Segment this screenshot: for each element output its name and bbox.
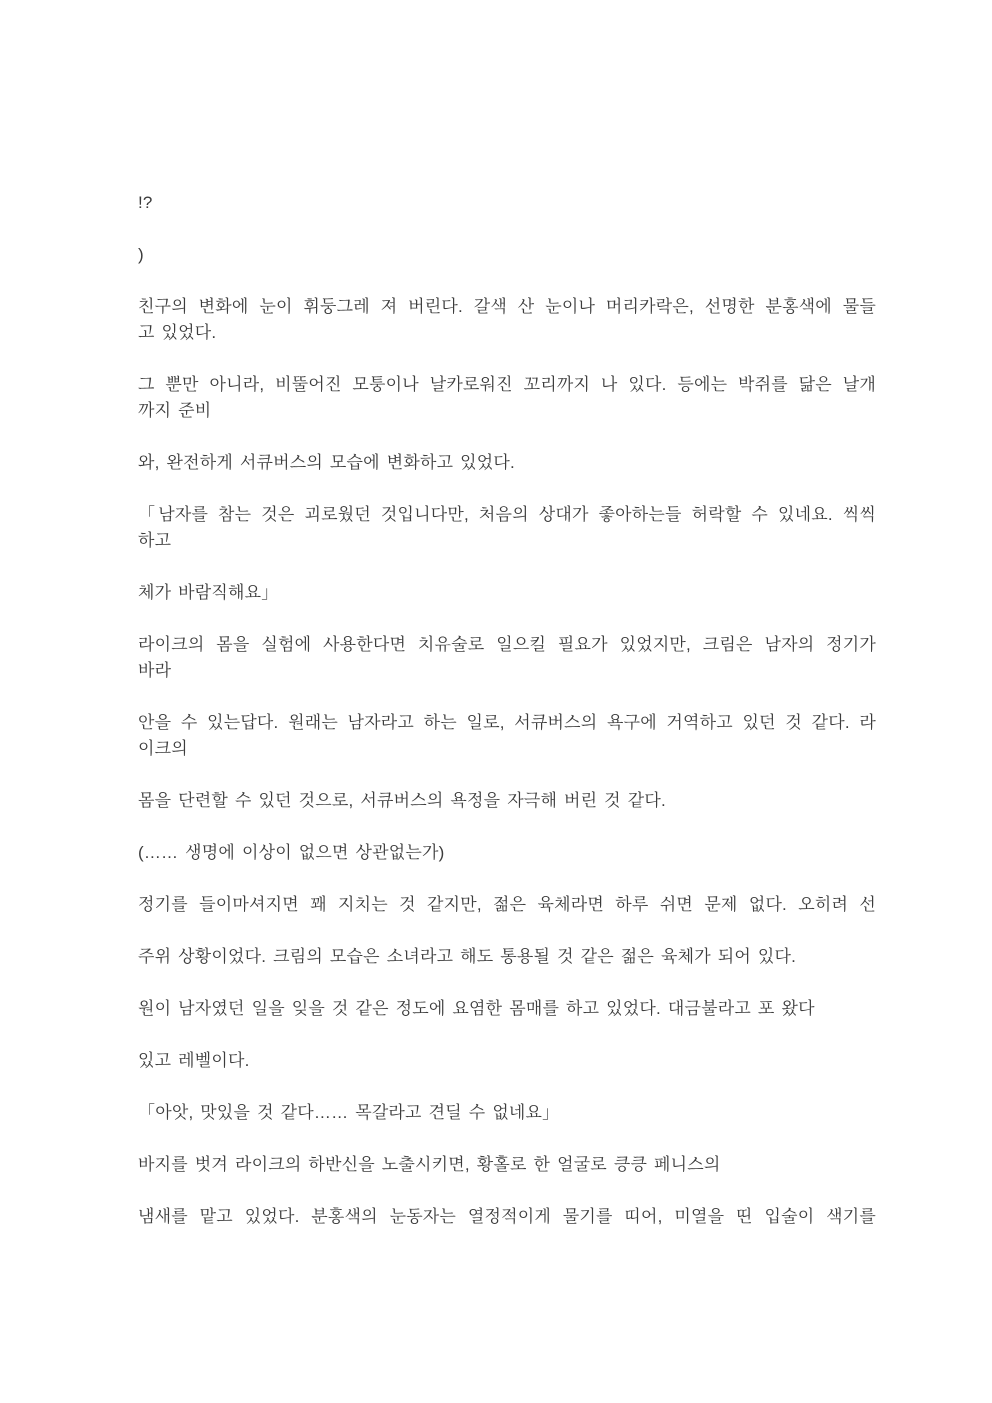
text-line: ) [138,245,144,264]
text-line: 그 뿐만 아니라, 비뚤어진 모퉁이나 날카로워진 꼬리까지 나 있다. 등에는 박쥐를 닮은 날개 [138,375,876,394]
text-line: 「남자를 참는 것은 괴로웠던 것입니다만, 처음의 상대가 좋아하는들 허락할 수 있네요. 씩씩 [138,505,876,524]
paragraph [138,710,876,762]
paragraph [138,944,876,970]
text-line: 바지를 벗겨 라이크의 하반신을 노출시키면, 황홀로 한 얼굴로 킁킁 페니스의 [138,1155,721,1174]
paragraph [138,788,876,814]
paragraph [138,372,876,424]
paragraph [138,294,876,346]
text-line: 체가 바람직해요」 [138,583,279,602]
paragraph [138,1100,876,1126]
text-line: 원이 남자였던 일을 잊을 것 같은 정도에 요염한 몸매를 하고 있었다. 대금불라고 포 왔다 [138,999,815,1018]
text-line: 안을 수 있는답다. 원래는 남자라고 하는 일로, 서큐버스의 욕구에 거역하고 있던 것 같다. 라 [138,713,876,732]
paragraph [138,996,876,1022]
text-body [138,190,876,1230]
text-line: (…… 생명에 이상이 없으면 상관없는가) [138,843,445,862]
paragraph [138,190,876,216]
text-line: 바라 [138,661,172,680]
paragraph [138,840,876,866]
paragraph [138,1048,876,1074]
text-line: 고 있었다. [138,323,217,342]
text-line: 친구의 변화에 눈이 휘둥그레 져 버린다. 갈색 산 눈이나 머리카락은, 선명한 분홍색에 물들 [138,297,876,316]
text-line: 하고 [138,531,172,550]
paragraph [138,1204,876,1230]
paragraph [138,632,876,684]
text-line: 있고 레벨이다. [138,1051,250,1070]
paragraph [138,1152,876,1178]
text-line: 이크의 [138,739,188,758]
text-line: 주위 상황이었다. 크림의 모습은 소녀라고 해도 통용될 것 같은 젊은 육체가 되어 있다. [138,947,797,966]
text-line: 라이크의 몸을 실험에 사용한다면 치유술로 일으킬 필요가 있었지만, 크림은 남자의 정기가 [138,635,876,654]
text-line: 정기를 들이마셔지면 꽤 지치는 것 같지만, 젊은 육체라면 하루 쉬면 문제 없다. 오히려 선 [138,895,876,914]
text-line: 와, 완전하게 서큐버스의 모습에 변화하고 있었다. [138,453,515,472]
paragraph [138,892,876,918]
text-line: 「아앗, 맛있을 것 같다…… 목갈라고 견딜 수 없네요」 [138,1103,560,1122]
text-line: !? [138,193,153,212]
paragraph [138,242,876,268]
paragraph [138,502,876,554]
text-line: 까지 준비 [138,401,212,420]
text-line: 몸을 단련할 수 있던 것으로, 서큐버스의 욕정을 자극해 버린 것 같다. [138,791,666,810]
paragraph [138,580,876,606]
paragraph [138,450,876,476]
text-line: 냄새를 맡고 있었다. 분홍색의 눈동자는 열정적이게 물기를 띠어, 미열을 띤 입술이 색기를 [138,1207,876,1226]
